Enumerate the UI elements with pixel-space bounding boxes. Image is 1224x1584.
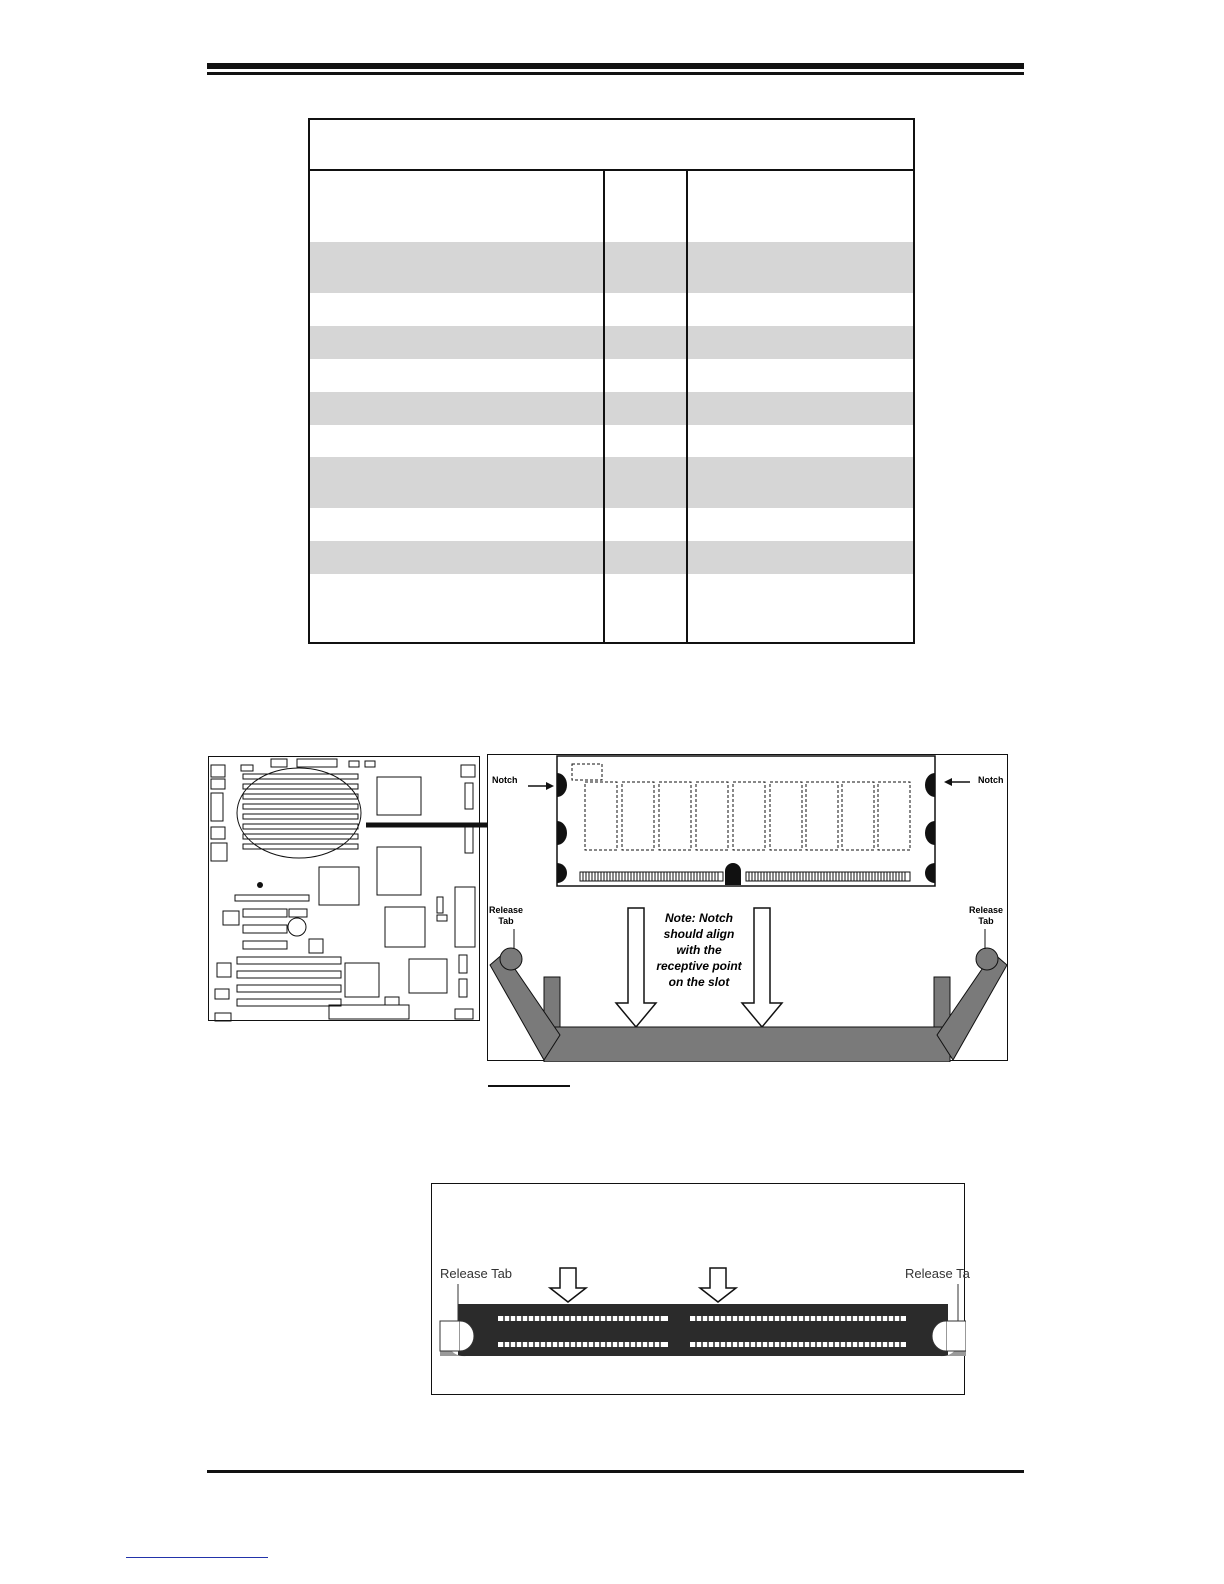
table-header-row	[310, 171, 913, 243]
caption-underline	[488, 1085, 570, 1087]
notch-alignment-note: Note: Notch should align with the receptive point on the slot	[656, 911, 742, 989]
motherboard-drawing	[209, 757, 481, 1022]
notch-label-right: Notch	[978, 775, 1004, 785]
slot-release-tab-label-left: Release Tab	[440, 1266, 513, 1281]
table-column-divider	[603, 171, 605, 642]
dimm-slot-figure	[431, 1183, 970, 1395]
release-tab-label-right: Release Tab	[968, 905, 1004, 926]
table-row	[310, 359, 913, 392]
dimm-slot-drawing	[432, 1184, 966, 1396]
footer-rule	[207, 1470, 1024, 1473]
motherboard-diagram	[208, 756, 480, 1021]
table-column-divider	[686, 171, 688, 642]
table-row	[310, 293, 913, 326]
table-row	[310, 574, 913, 642]
table-row	[310, 242, 913, 293]
notch-label-left: Notch	[492, 775, 518, 785]
header-rule-bottom	[207, 72, 1024, 75]
table-row	[310, 508, 913, 541]
footer-link-underline	[126, 1557, 268, 1558]
memory-table	[308, 118, 915, 644]
table-row	[310, 425, 913, 457]
dimm-install-drawing	[488, 755, 1009, 1062]
slot-release-tab-label-right: Release Ta	[905, 1266, 970, 1281]
header-rule-top	[207, 63, 1024, 69]
table-row	[310, 541, 913, 574]
dimm-install-figure	[487, 754, 1008, 1061]
table-row	[310, 326, 913, 359]
table-row	[310, 392, 913, 425]
table-row	[310, 457, 913, 508]
table-title-row	[310, 120, 913, 171]
release-tab-label-left: Release Tab	[488, 905, 524, 926]
